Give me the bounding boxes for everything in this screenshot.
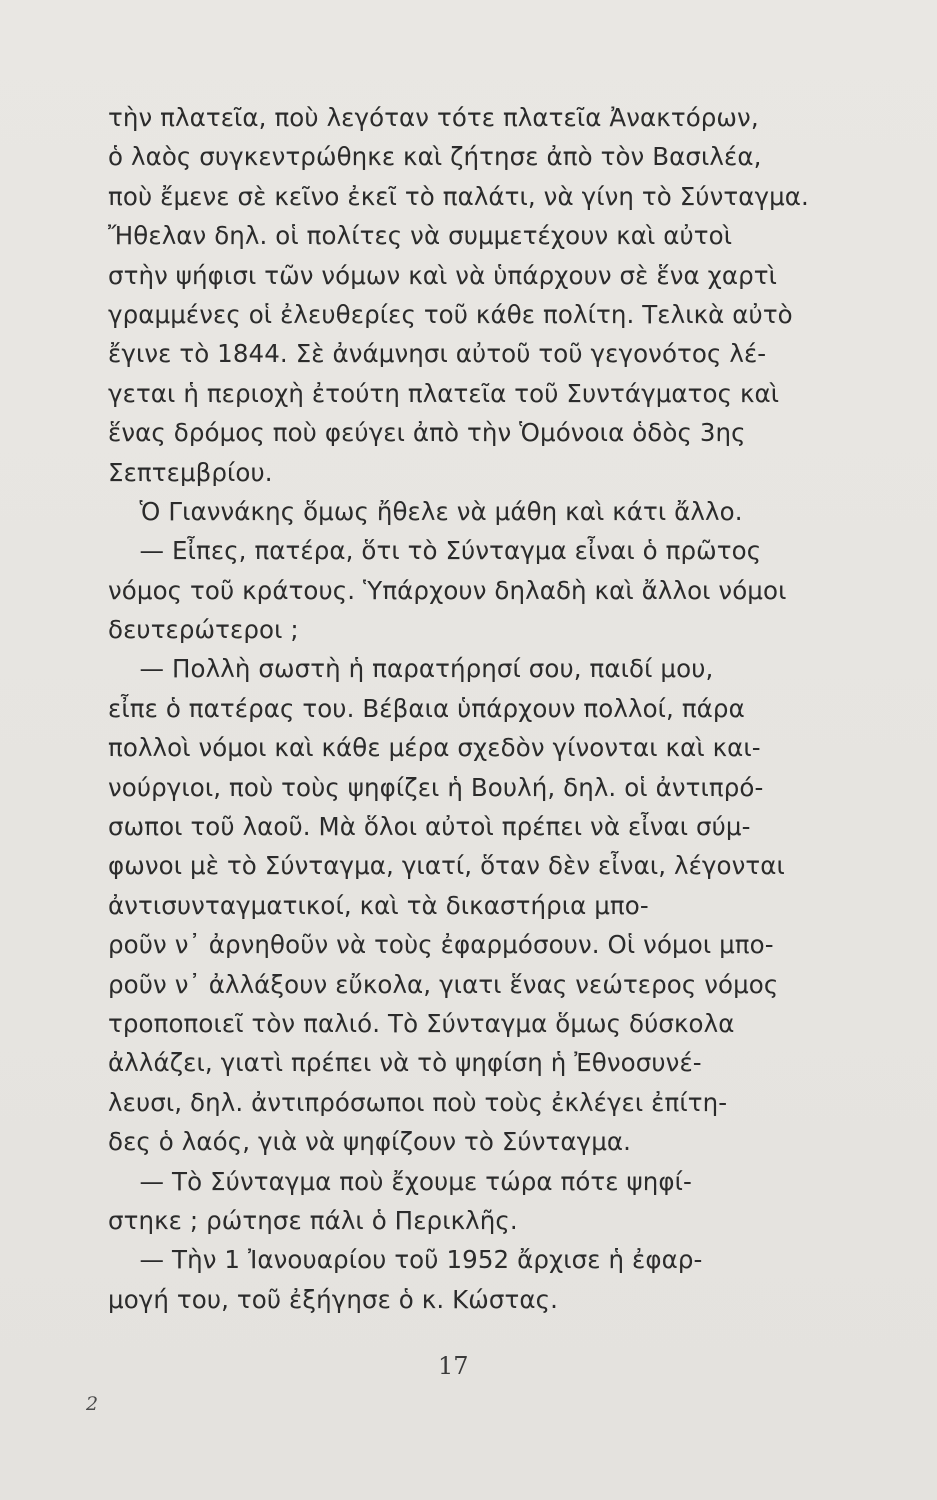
text-line: γραμμένες οἱ ἐλευθερίες τοῦ κάθε πολίτη. Τελικὰ αὐτὸ xyxy=(108,299,793,329)
text-line: — Εἶπες, πατέρα, ὅτι τὸ Σύνταγμα εἶναι ὁ πρῶτος xyxy=(108,536,762,566)
text-line: μογή του, τοῦ ἐξήγησε ὁ κ. Κώστας. xyxy=(108,1284,558,1314)
text-line: τροποποιεῖ τὸν παλιό. Τὸ Σύνταγμα ὅμως δύσκολα xyxy=(108,1008,735,1038)
text-line: σωποι τοῦ λαοῦ. Μὰ ὅλοι αὐτοὶ πρέπει νὰ εἶναι σύμ- xyxy=(108,812,751,842)
text-line: φωνοι μὲ τὸ Σύνταγμα, γιατί, ὅταν δὲν εἶναι, λέγονται xyxy=(108,851,785,881)
text-line: νούργιοι, ποὺ τοὺς ψηφίζει ἡ Βουλή, δηλ. οἱ ἀντιπρό- xyxy=(108,772,764,802)
page-number: 17 xyxy=(438,1352,469,1380)
text-line: ροῦν ν᾽ ἀλλάξουν εὔκολα, γιατι ἕνας νεώτερος νόμος xyxy=(108,969,779,999)
text-line: ροῦν ν᾽ ἀρνηθοῦν νὰ τοὺς ἐφαρμόσουν. Οἱ νόμοι μπο- xyxy=(108,930,774,960)
text-line: Σεπτεμβρίου. xyxy=(108,457,273,487)
text-line: δευτερώτεροι ; xyxy=(108,615,299,645)
text-line: — Τὸ Σύνταγμα ποὺ ἔχουμε τώρα πότε ψηφί- xyxy=(108,1166,692,1196)
text-line: — Τὴν 1 Ἰανουαρίου τοῦ 1952 ἄρχισε ἡ ἐφαρ- xyxy=(108,1245,703,1275)
text-line: γεται ἡ περιοχὴ ἐτούτη πλατεῖα τοῦ Συντάγματος καὶ xyxy=(108,378,780,408)
text-line: Ἤθελαν δηλ. οἱ πολίτες νὰ συμμετέχουν καὶ αὐτοὶ xyxy=(108,221,733,251)
text-line: πολλοὶ νόμοι καὶ κάθε μέρα σχεδὸν γίνονται καὶ και- xyxy=(108,733,761,763)
text-line: ἀντισυνταγματικοί, καὶ τὰ δικαστήρια μπο- xyxy=(108,890,649,920)
text-line: εἶπε ὁ πατέρας του. Βέβαια ὑπάρχουν πολλοί, πάρα xyxy=(108,693,745,723)
text-line: τὴν πλατεῖα, ποὺ λεγόταν τότε πλατεῖα Ἀνακτόρων, xyxy=(108,103,759,132)
text-line: — Πολλὴ σωστὴ ἡ παρατήρησί σου, παιδί μου, xyxy=(108,654,714,684)
text-line: δες ὁ λαός, γιὰ νὰ ψηφίζουν τὸ Σύνταγμα. xyxy=(108,1127,632,1157)
body-text xyxy=(108,98,828,1319)
text-line: Ὁ Γιαννάκης ὅμως ἤθελε νὰ μάθη καὶ κάτι ἄλλο. xyxy=(108,496,743,526)
text-line: στὴν ψήφισι τῶν νόμων καὶ νὰ ὑπάρχουν σὲ ἕνα χαρτὶ xyxy=(108,260,778,290)
text-line: λευσι, δηλ. ἀντιπρόσωποι ποὺ τοὺς ἐκλέγει ἐπίτη- xyxy=(108,1087,728,1117)
text-line: ποὺ ἔμενε σὲ κεῖνο ἐκεῖ τὸ παλάτι, νὰ γίνη τὸ Σύνταγμα. xyxy=(108,181,809,211)
signature-mark: 2 xyxy=(86,1393,99,1415)
text-line: στηκε ; ρώτησε πάλι ὁ Περικλῆς. xyxy=(108,1205,518,1235)
text-line: ἀλλάζει, γιατὶ πρέπει νὰ τὸ ψηφίση ἡ Ἐθνοσυνέ- xyxy=(108,1048,702,1078)
text-line: ἔγινε τὸ 1844. Σὲ ἀνάμνησι αὐτοῦ τοῦ γεγονότος λέ- xyxy=(108,339,767,369)
text-line: ἕνας δρόμος ποὺ φεύγει ἀπὸ τὴν Ὁμόνοια ὁδὸς 3ης xyxy=(108,418,746,448)
text-line: νόμος τοῦ κράτους. Ὑπάρχουν δηλαδὴ καὶ ἄλλοι νόμοι xyxy=(108,575,787,605)
text-line: ὁ λαὸς συγκεντρώθηκε καὶ ζήτησε ἀπὸ τὸν Βασιλέα, xyxy=(108,142,762,172)
